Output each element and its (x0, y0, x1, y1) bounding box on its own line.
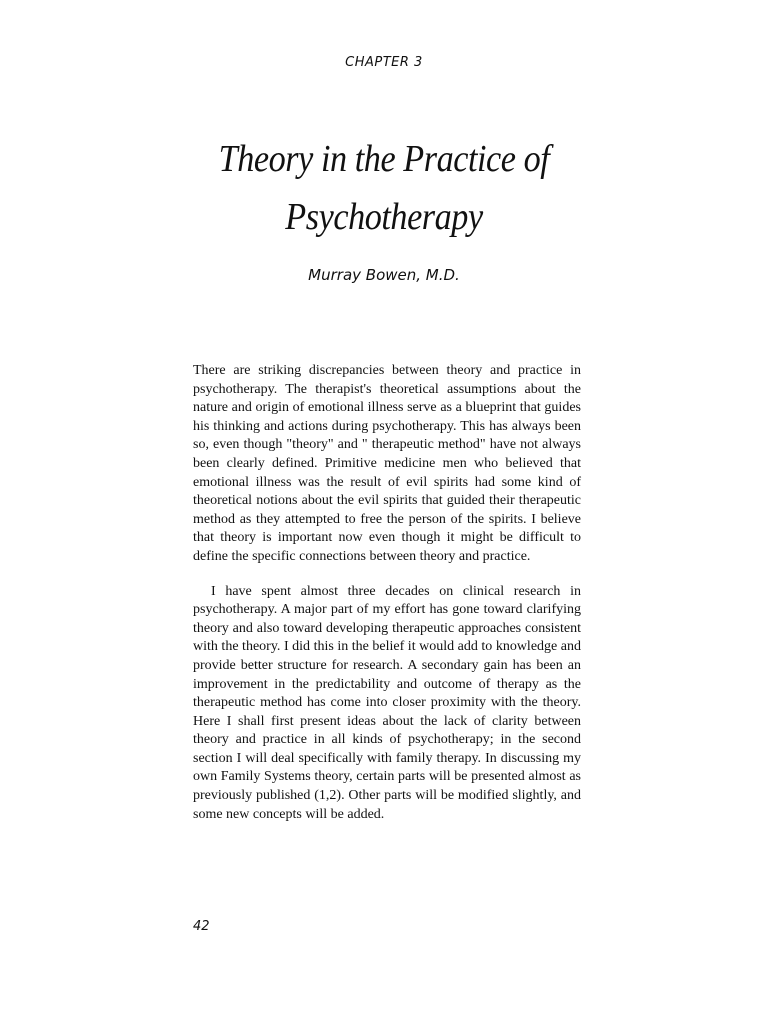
paragraph-1: There are striking discrepancies between theory and practice in psychotherapy. The therapist's theoretical assumptions about the nature and origin of emotional illness serve as a blueprint that guides his thinking and actions during psychotherapy. This has always been so, even though "theory" and " therapeutic method" have not always been clearly defined. Primitive medicine men who believed that emotional illness was the result of evil spirits had some kind of theoretical notions about the evil spirits that guided their therapeutic method as they attempted to free the person of the spirits. I believe that theory is important now even though it might be difficult to define the specific connections between theory and practice. (193, 363, 581, 564)
chapter-title (38, 130, 729, 246)
page-number: 42 (193, 919, 210, 934)
author-name: Murray Bowen, M.D. (308, 266, 460, 284)
body-text (193, 362, 581, 824)
paragraph-2: I have spent almost three decades on clinical research in psychotherapy. A major part of my effort has gone toward clarifying theory and also toward developing therapeutic approaches consistent with the theory. I did this in the belief it would add to knowledge and provide better structure for research. A secondary gain has been an improvement in the predictability and outcome of therapy as the therapeutic method has come into closer proximity with the theory. Here I shall first present ideas about the lack of clarity between theory and practice in all kinds of psychotherapy; in the second section I will deal specifically with family therapy. In discussing my own Family Systems theory, certain parts will be presented almost as previously published (1,2). Other parts will be modified slightly, and some new concepts will be added. (193, 583, 581, 822)
chapter-label: CHAPTER 3 (345, 55, 423, 70)
chapter-title-line-1: Theory in the Practice of (218, 138, 550, 180)
chapter-title-line-2: Psychotherapy (285, 196, 483, 238)
